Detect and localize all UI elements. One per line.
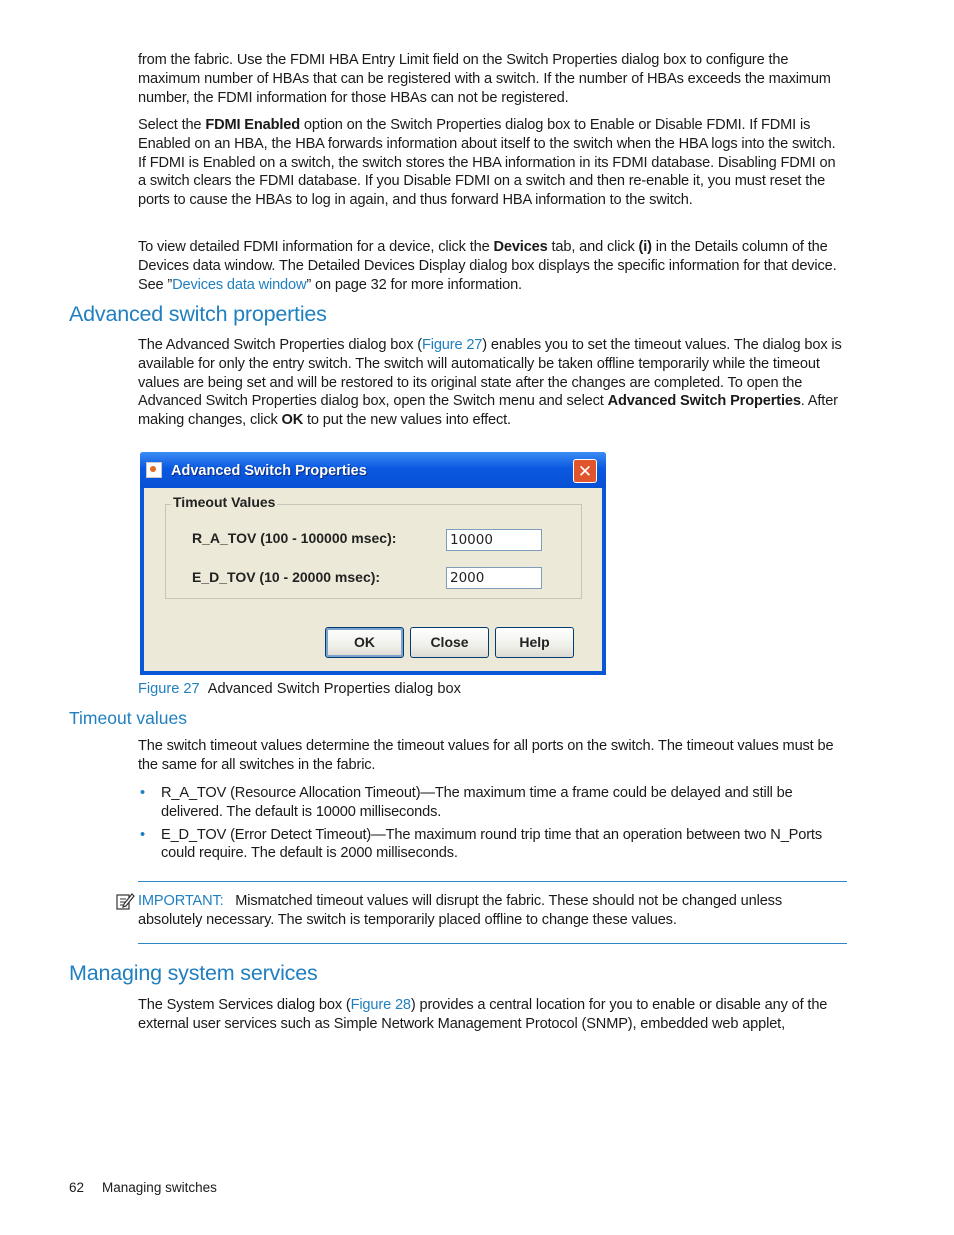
figure-number: Figure 27 — [138, 681, 200, 697]
figure-caption-text: Advanced Switch Properties dialog box — [207, 681, 461, 697]
paragraph-fdmi-entry-limit: from the fabric. Use the FDMI HBA Entry Limit field on the Switch Properties dialog box to configure the maximum number of HBAs that can be registered with a switch. If the number of HBAs exceeds the maximum number, the FDMI information for those HBAs can not be registered. — [138, 52, 831, 106]
help-button[interactable]: Help — [495, 627, 574, 658]
advanced-switch-properties-dialog — [140, 452, 606, 675]
heading-timeout-values: Timeout values — [69, 708, 188, 728]
close-button[interactable]: Close — [410, 627, 489, 658]
paragraph-fdmi-details: To view detailed FDMI information for a device, click the Devices tab, and click (i) in the Details column of the Devices data window. The Detailed Devices Display dialog box displays the specific information for that device. See ”Devices data window” on page 32 for more information. — [138, 239, 837, 293]
paragraph-advanced-switch-properties: The Advanced Switch Properties dialog box (Figure 27) enables you to set the timeout values. The dialog box is available for only the entry switch. The switch will automatically be taken offline temporarily while the timeout values are being set and will be restored to its original state after the changes are completed. To open the Advanced Switch Properties dialog box, open the Switch menu and select Advanced Switch Properties. After making changes, click OK to put the new values into effect. — [138, 337, 842, 429]
dialog-title: Advanced Switch Properties — [171, 463, 367, 479]
figure-28-link[interactable]: Figure 28 — [350, 997, 411, 1013]
heading-managing-system-services: Managing system services — [69, 961, 318, 985]
devices-data-window-link[interactable]: Devices data window — [172, 276, 307, 293]
dialog-title-bar[interactable] — [140, 452, 606, 488]
figure-27-link[interactable]: Figure 27 — [421, 337, 483, 353]
footer-section-title: Managing switches — [102, 1180, 217, 1195]
important-top-rule — [138, 881, 847, 882]
important-bottom-rule — [138, 943, 847, 944]
paragraph-timeout-values: The switch timeout values determine the timeout values for all ports on the switch. The timeout values must be the same for all switches in the fabric. — [138, 738, 834, 773]
list-item: • E_D_TOV (Error Detect Timeout)—The maximum round trip time that an operation between two N_Ports could require. The default is 2000 milliseconds. — [140, 826, 822, 862]
page-footer — [69, 1180, 217, 1195]
timeout-bullet-list — [138, 784, 848, 867]
timeout-values-group-label: Timeout Values — [173, 494, 276, 510]
ok-button[interactable]: OK — [325, 627, 404, 658]
bullet-icon: • — [140, 785, 145, 801]
figure-caption — [138, 680, 461, 698]
paragraph-system-services: The System Services dialog box (Figure 28) provides a central location for you to enable or disable any of the external user services such as Simple Network Management Protocol (SNMP), embedded web applet, — [138, 997, 828, 1032]
bullet-icon: • — [140, 826, 145, 843]
heading-advanced-switch-properties: Advanced switch properties — [69, 302, 327, 326]
list-item: • R_A_TOV (Resource Allocation Timeout)—The maximum time a frame could be delayed and still be delivered. The default is 10000 milliseconds. — [140, 785, 793, 820]
important-label: IMPORTANT: — [138, 893, 224, 909]
ratov-input[interactable]: 10000 — [446, 529, 542, 551]
important-note-icon — [115, 891, 135, 911]
close-icon[interactable]: ✕ — [573, 459, 597, 483]
edtov-input[interactable]: 2000 — [446, 567, 542, 589]
paragraph-fdmi-enabled: Select the FDMI Enabled option on the Switch Properties dialog box to Enable or Disable FDMI. If FDMI is Enabled on an HBA, the HBA forwards information about itself to the switch when the HBA logs into the switch. If FDMI is Enabled on a switch, the switch stores the HBA information in its FDMI database. Disabling FDMI on a switch clears the FDMI database. If you Disable FDMI on a switch and then re-enable it, you must reset the ports to cause the HBAs to log in again, and thus forward HBA information to the switch. — [138, 117, 836, 209]
java-app-icon — [146, 462, 162, 478]
ratov-label: R_A_TOV (100 - 100000 msec): — [192, 530, 397, 546]
important-note: IMPORTANT: Mismatched timeout values will disrupt the fabric. These should not be changed unless absolutely necessary. The switch is temporarily placed offline to change these values. — [138, 893, 782, 928]
dialog-body — [144, 488, 602, 671]
page-number: 62 — [69, 1180, 85, 1195]
edtov-label: E_D_TOV (10 - 20000 msec): — [192, 569, 381, 585]
